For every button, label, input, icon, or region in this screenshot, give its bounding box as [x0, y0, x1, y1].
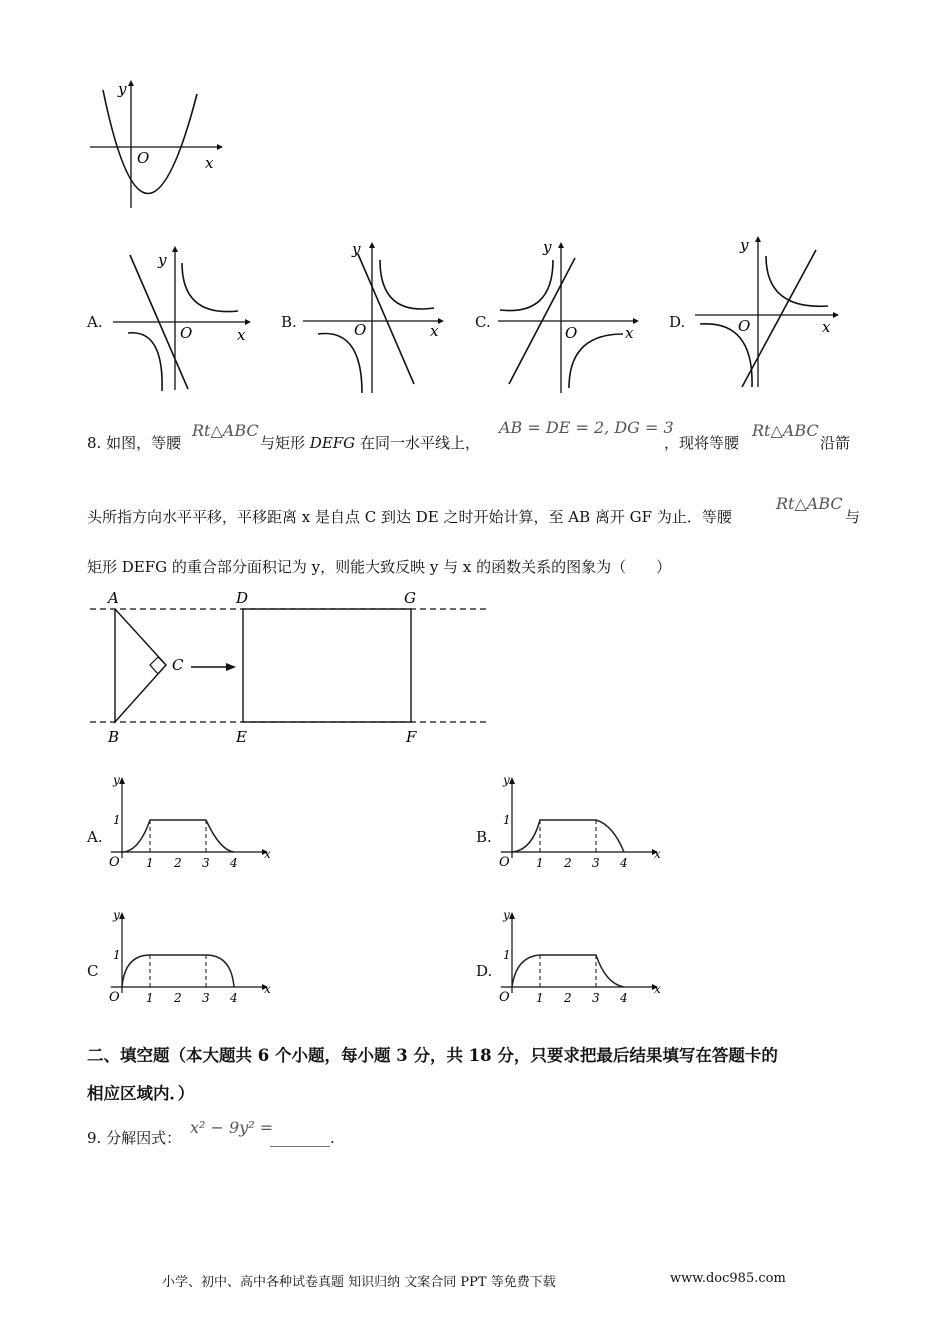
q7-option-a-label: A. — [87, 313, 103, 331]
q8-text: 与矩形 — [260, 434, 306, 452]
q8-option-d-label: D. — [476, 962, 493, 980]
point-a-label: A — [108, 589, 119, 607]
q8-defg: DEFG — [309, 434, 356, 452]
q7-option-d-label: D. — [669, 313, 686, 331]
x-tick-label: 2 — [564, 991, 572, 1005]
q8-option-a-label: A. — [87, 828, 103, 846]
origin-label: O — [109, 990, 120, 1005]
point-f-label: F — [406, 728, 417, 746]
q8-option-d-graph — [494, 907, 664, 1007]
rt-abc-formula: Rt△ABC — [752, 421, 819, 440]
x-tick-label: 1 — [536, 856, 544, 870]
origin-label: O — [137, 149, 150, 167]
point-b-label: B — [108, 728, 120, 746]
y-tick-label: 1 — [113, 813, 121, 827]
y-tick-label: 1 — [113, 948, 121, 962]
axis-y-label: y — [543, 238, 552, 256]
y-tick-label: 1 — [503, 948, 511, 962]
section2-heading-line1: 二、填空题（本大题共 6 个小题，每小题 3 分，共 18 分，只要求把最后结果填写在答题卡的 — [87, 1046, 778, 1065]
function-curve — [512, 955, 624, 987]
q7-option-b-label: B. — [281, 313, 297, 331]
q8-text: ，现将等腰 — [664, 434, 740, 452]
point-e-label: E — [236, 728, 247, 746]
x-tick-label: 2 — [564, 856, 572, 870]
q9-label: 9. 分解因式： — [87, 1129, 182, 1147]
q7-option-c-graph — [495, 238, 645, 398]
footer-url: www.doc985.com — [670, 1271, 786, 1286]
q8-number: 8. 如图，等腰 — [87, 434, 182, 452]
section2-heading-line2: 相应区域内．） — [87, 1084, 195, 1103]
x-tick-label: 2 — [174, 991, 182, 1005]
axis-x-label: x — [264, 847, 271, 861]
y-axis-arrow — [119, 777, 125, 784]
origin-label: O — [565, 324, 578, 342]
q7-option-b-graph — [300, 238, 450, 398]
origin-label: O — [109, 855, 120, 870]
y-tick-label: 1 — [503, 813, 511, 827]
q8-option-b-label: B. — [476, 828, 492, 846]
axis-y-label: y — [740, 236, 749, 254]
axis-y-label: y — [158, 251, 167, 269]
y-axis-arrow — [509, 912, 515, 919]
x-tick-label: 1 — [146, 856, 154, 870]
origin-label: O — [738, 317, 751, 335]
x-tick-label: 2 — [174, 856, 182, 870]
parabola-graph — [85, 80, 225, 215]
x-tick-label: 4 — [620, 856, 628, 870]
q9-answer-blank: ________. — [270, 1129, 335, 1147]
x-tick-label: 1 — [536, 991, 544, 1005]
q8-option-a-graph — [104, 772, 274, 872]
q8-option-c-label: C — [87, 962, 99, 980]
x-tick-label: 1 — [146, 991, 154, 1005]
axis-x-label: x — [430, 322, 439, 340]
axis-x-label: x — [264, 982, 271, 996]
function-curve — [512, 820, 624, 852]
axis-x-label: x — [654, 847, 661, 861]
q8-option-b-graph — [494, 772, 664, 872]
q7-option-a-graph — [110, 245, 255, 395]
function-curve — [122, 955, 234, 987]
q7-option-c-label: C. — [475, 313, 491, 331]
q7-option-d-graph — [690, 232, 845, 392]
function-curve — [122, 820, 234, 852]
rt-abc-formula: Rt△ABC — [776, 494, 843, 513]
axis-x-label: x — [822, 318, 831, 336]
q8-text: 在同一水平线上， — [359, 434, 480, 452]
origin-label: O — [180, 324, 193, 342]
q8-line3: 矩形 DEFG 的重合部分面积记为 y，则能大致反映 y 与 x 的函数关系的图象为（ ） — [87, 558, 672, 576]
x-tick-label: 4 — [230, 991, 238, 1005]
triangle-rectangle-figure — [88, 590, 498, 745]
q8-line1-b — [260, 433, 480, 453]
axis-y-label: y — [503, 908, 510, 922]
x-tick-label: 3 — [592, 991, 600, 1005]
x-tick-label: 3 — [592, 856, 600, 870]
q8-text: 与 — [845, 508, 861, 526]
axis-x-label: x — [654, 982, 661, 996]
point-g-label: G — [404, 589, 416, 607]
axis-x-label: x — [625, 324, 634, 342]
axis-x-label: x — [237, 326, 246, 344]
axis-y-label: y — [113, 908, 120, 922]
q8-option-c-graph — [104, 907, 274, 1007]
point-d-label: D — [236, 589, 249, 607]
axis-x-label: x — [205, 154, 214, 172]
q8-line1 — [87, 433, 181, 453]
point-c-label: C — [172, 656, 184, 674]
axis-y-label: y — [352, 240, 361, 258]
origin-label: O — [499, 855, 510, 870]
y-axis-arrow — [119, 912, 125, 919]
footer-text: 小学、初中、高中各种试卷真题 知识归纳 文案合同 PPT 等免费下载 — [162, 1275, 556, 1290]
y-axis-arrow — [509, 777, 515, 784]
x-tick-label: 4 — [230, 856, 238, 870]
origin-label: O — [354, 321, 367, 339]
x-tick-label: 4 — [620, 991, 628, 1005]
rt-abc-formula: Rt△ABC — [192, 421, 259, 440]
q9-expression: x² − 9y² = — [190, 1118, 274, 1137]
axis-y-label: y — [113, 773, 120, 787]
axis-y-label: y — [118, 80, 127, 98]
x-tick-label: 3 — [202, 991, 210, 1005]
x-tick-label: 3 — [202, 856, 210, 870]
origin-label: O — [499, 990, 510, 1005]
q8-line2: 头所指方向水平平移，平移距离 x 是自点 C 到达 DE 之时开始计算，至 AB 离开 GF 为止．等腰 — [87, 508, 732, 526]
q8-text: 沿箭 — [820, 434, 851, 452]
q8-condition-formula: AB = DE = 2, DG = 3 — [499, 418, 674, 437]
axis-y-label: y — [503, 773, 510, 787]
